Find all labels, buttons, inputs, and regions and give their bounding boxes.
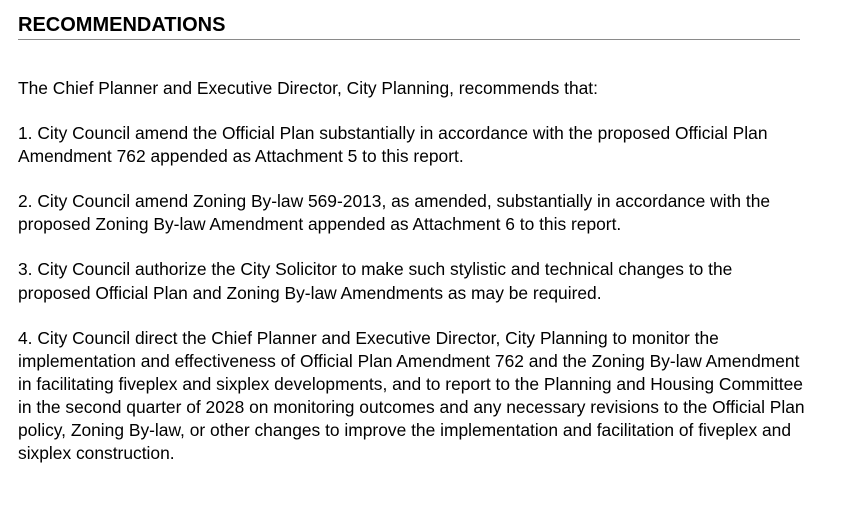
section-heading: RECOMMENDATIONS [18,13,800,40]
recommendation-item-3: 3. City Council authorize the City Solicitor to make such stylistic and technical changes to the proposed Official Plan and Zoning By-law Amendments as may be required. [18,259,733,303]
recommendation-item-1: 1. City Council amend the Official Plan substantially in accordance with the proposed Official Plan Amendment 762 appended as Attachment 5 to this report. [18,123,768,167]
document-body [18,13,808,465]
recommendation-item-4: 4. City Council direct the Chief Planner and Executive Director, City Planning to monitor the implementation and effectiveness of Official Plan Amendment 762 and the Zoning By-law Amendment in facilitating fiveplex and sixplex developments, and to report to the Planning and Housing Committee in the second quarter of 2028 on monitoring outcomes and any necessary revisions to the Official Plan policy, Zoning By-law, or other changes to improve the implementation and facilitation of fiveplex and sixplex construction. [18,327,805,464]
intro-paragraph: The Chief Planner and Executive Director, City Planning, recommends that: [18,78,598,98]
recommendation-item-2: 2. City Council amend Zoning By-law 569-2013, as amended, substantially in accordance with the proposed Zoning By-law Amendment appended as Attachment 6 to this report. [18,191,771,235]
